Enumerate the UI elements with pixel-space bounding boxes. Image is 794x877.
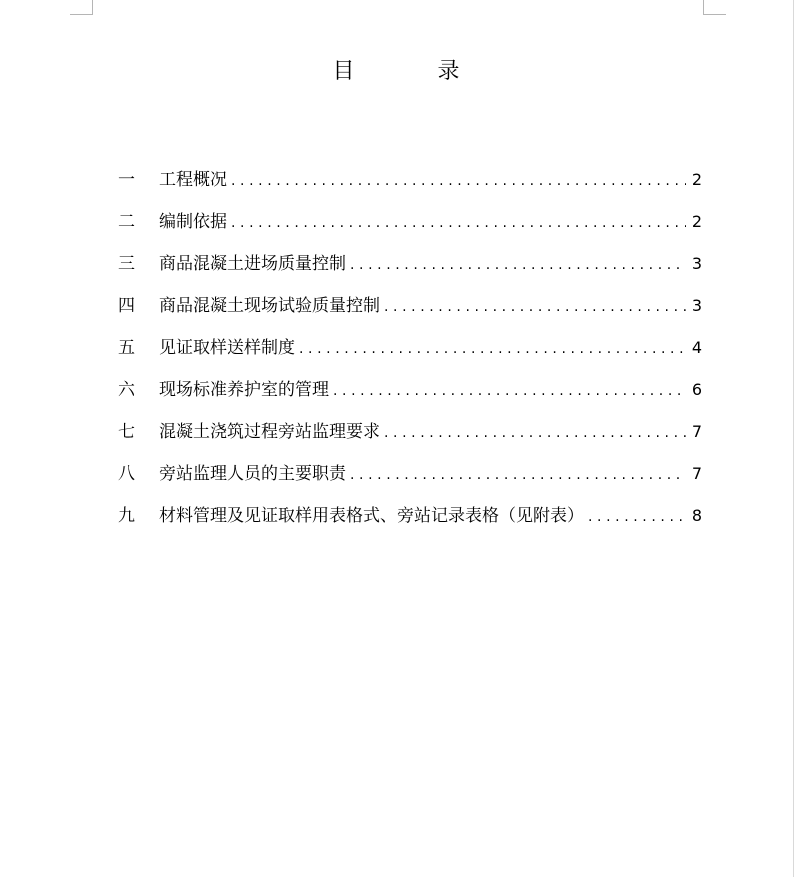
toc-title: 目 录 [332,59,462,84]
toc-entry-title: 商品混凝土现场试验质量控制 [159,296,380,316]
toc-dot-leader [231,167,686,195]
toc-entry-title: 工程概况 [159,170,227,190]
toc-dot-leader [350,251,686,279]
toc-dot-leader [384,293,686,321]
toc-entry[interactable] [118,250,702,292]
toc-entry[interactable] [118,166,702,208]
toc-entry-number: 六 [118,380,135,400]
toc-entry-number: 四 [118,296,135,316]
toc-entry-page: 7 [691,422,702,441]
toc-entry-page: 4 [691,338,702,357]
toc-entry-title: 编制依据 [159,212,227,232]
toc-dot-leader [384,419,686,447]
toc-dot-leader [299,335,686,363]
toc-entry-title: 材料管理及见证取样用表格式、旁站记录表格（见附表） [159,506,584,526]
toc-dot-leader [333,377,686,405]
toc-entry-title: 旁站监理人员的主要职责 [159,464,346,484]
toc-entry-page: 3 [691,254,702,273]
toc-entry-number: 九 [118,506,135,526]
toc-entry[interactable] [118,418,702,460]
toc-entry[interactable] [118,460,702,502]
toc-entry-number: 三 [118,254,135,274]
toc-entry[interactable] [118,292,702,334]
toc-entry-page: 7 [691,464,702,483]
toc-entry-number: 一 [118,170,135,190]
toc-entry-page: 3 [691,296,702,315]
toc-entry[interactable] [118,502,702,544]
toc-entry[interactable] [118,208,702,250]
toc-entry[interactable] [118,334,702,376]
toc-entry-title: 见证取样送样制度 [159,338,295,358]
toc-dot-leader [588,503,686,531]
toc-entry-page: 2 [691,212,702,231]
toc-entry-page: 8 [691,506,702,525]
toc-entry-page: 6 [691,380,702,399]
toc-entry-number: 七 [118,422,135,442]
toc-entry-title: 现场标准养护室的管理 [159,380,329,400]
toc-entry[interactable] [118,376,702,418]
toc-entry-number: 五 [118,338,135,358]
toc-entry-title: 商品混凝土进场质量控制 [159,254,346,274]
margin-corner-mark-top-left [70,0,93,15]
margin-corner-mark-top-right [703,0,726,15]
toc-entry-number: 二 [118,212,135,232]
toc-entry-page: 2 [691,170,702,189]
toc-dot-leader [350,461,686,489]
toc-list [118,166,702,544]
toc-entry-number: 八 [118,464,135,484]
toc-dot-leader [231,209,686,237]
toc-entry-title: 混凝土浇筑过程旁站监理要求 [159,422,380,442]
